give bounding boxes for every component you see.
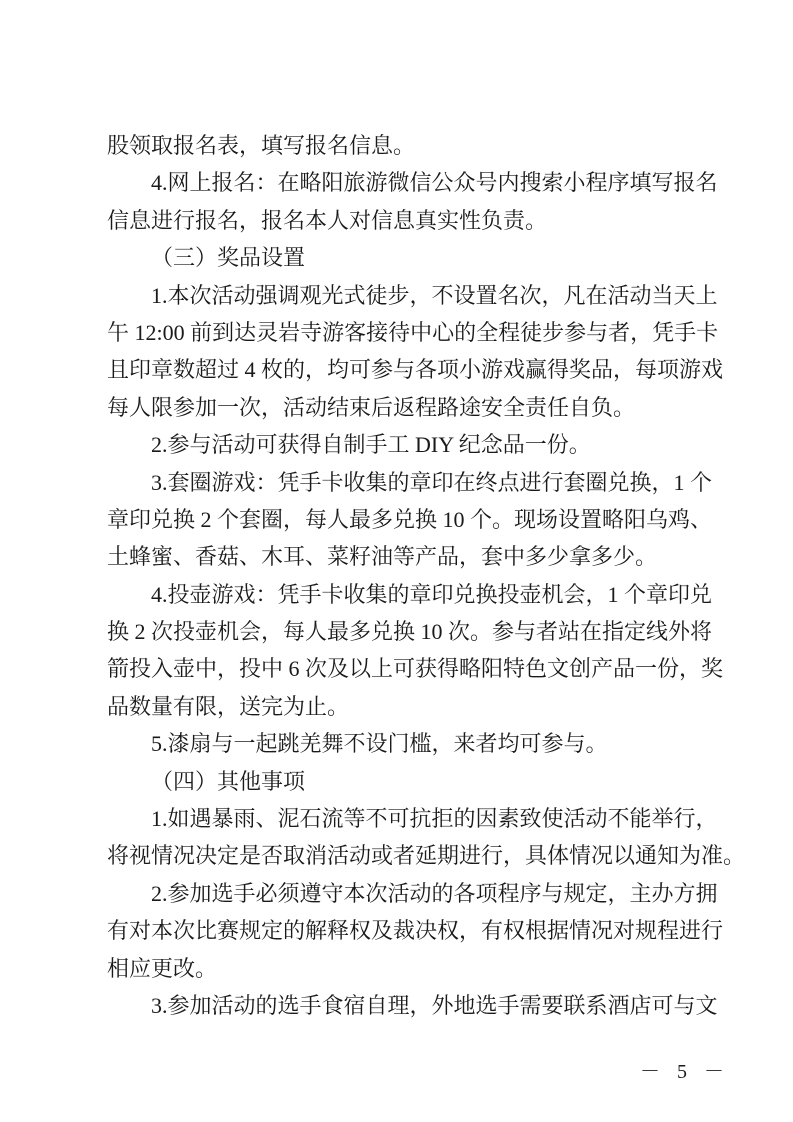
text-line: 午 12:00 前到达灵岩寺游客接待中心的全程徒步参与者，凭手卡 — [107, 319, 719, 345]
text-line: 有对本次比赛规定的解释权及裁决权，有权根据情况对规程进行 — [107, 918, 724, 944]
text-line: 2.参加选手必须遵守本次活动的各项程序与规定，主办方拥 — [151, 880, 718, 906]
text-line: 将视情况决定是否取消活动或者延期进行，具体情况以通知为准。 — [107, 843, 746, 869]
text-line: 每人限参加一次，活动结束后返程路途安全责任自负。 — [107, 394, 636, 420]
text-line: 5.漆扇与一起跳羌舞不设门槛，来者均可参与。 — [151, 731, 608, 757]
text-line: 信息进行报名，报名本人对信息真实性负责。 — [107, 207, 548, 233]
text-line: 4.网上报名：在略阳旅游微信公众号内搜索小程序填写报名 — [151, 170, 718, 196]
text-line: 相应更改。 — [107, 955, 218, 981]
text-line: 3.参加活动的选手食宿自理，外地选手需要联系酒店可与文 — [151, 992, 718, 1018]
text-line: 箭投入壶中，投中 6 次及以上可获得略阳特色文创产品一份，奖 — [107, 656, 724, 682]
text-line: 且印章数超过 4 枚的，均可参与各项小游戏赢得奖品，每项游戏 — [107, 357, 724, 383]
text-line: 3.套圈游戏：凭手卡收集的章印在终点进行套圈兑换，1 个 — [151, 469, 713, 495]
document-body — [107, 127, 746, 1024]
text-line: 品数量有限，送完为止。 — [107, 693, 350, 719]
text-line: 1.如遇暴雨、泥石流等不可抗拒的因素致使活动不能举行， — [151, 806, 718, 832]
text-line: 股领取报名表，填写报名信息。 — [107, 133, 416, 158]
text-line: 4.投壶游戏：凭手卡收集的章印兑换投壶机会，1 个章印兑 — [151, 581, 713, 607]
text-line: 1.本次活动强调观光式徒步，不设置名次，凡在活动当天上 — [151, 282, 718, 308]
text-line: 2.参与活动可获得自制手工 DIY 纪念品一份。 — [151, 432, 591, 458]
text-line: 土蜂蜜、香菇、木耳、菜籽油等产品，套中多少拿多少。 — [107, 544, 658, 570]
text-line: （三）奖品设置 — [151, 245, 306, 271]
page-number: － 5 － — [640, 1061, 730, 1083]
text-line: （四）其他事项 — [151, 768, 306, 794]
text-line: 换 2 次投壶机会，每人最多兑换 10 次。参与者站在指定线外将 — [107, 619, 713, 645]
text-line: 章印兑换 2 个套圈，每人最多兑换 10 个。现场设置略阳乌鸡、 — [107, 506, 713, 532]
